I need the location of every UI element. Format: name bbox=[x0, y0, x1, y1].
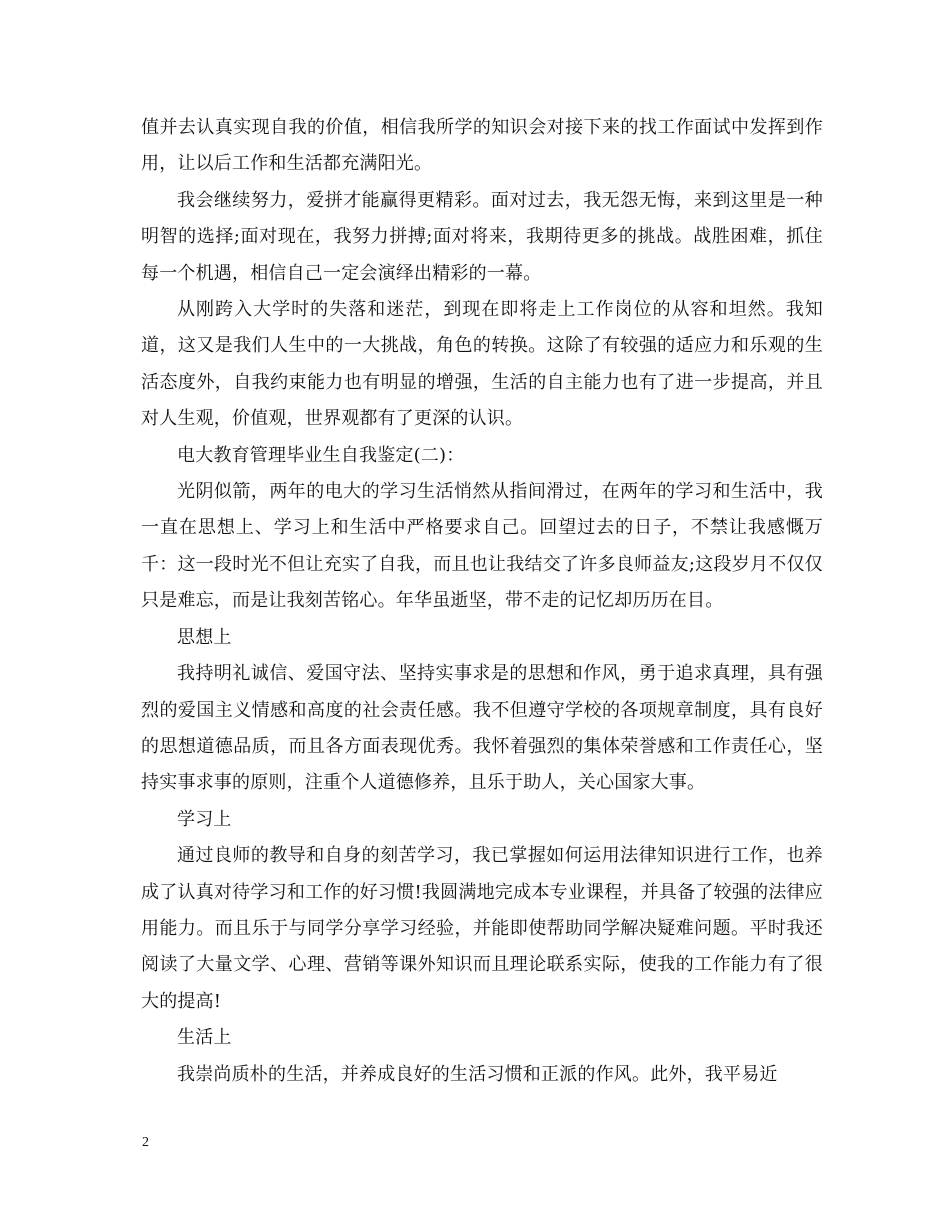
heading-study: 学习上 bbox=[177, 808, 232, 830]
page-number: 2 bbox=[142, 1135, 149, 1150]
paragraph-9: 通过良师的教导和自身的刻苦学习，我已掌握如何运用法律知识进行工作，也养成了认真对待学习和工作的好习惯!我圆满地完成本专业课程，并具备了较强的法律应用能力。而且乐于与同学分享学习经验，并能即使帮助同学解决疑难问题。平时我还阅读了大量文学、心理、营销等课外知识而且理论联系实际，使我的工作能力有了很大的提高! bbox=[141, 845, 823, 1012]
document-body bbox=[141, 110, 823, 1093]
section-title: 电大教育管理毕业生自我鉴定(二)： bbox=[177, 444, 465, 466]
paragraph-5: 光阴似箭，两年的电大的学习生活悄然从指间滑过，在两年的学习和生活中，我一直在思想上、学习上和生活中严格要求自己。回望过去的日子，不禁让我感慨万千：这一段时光不但让充实了自我，而且也让我结交了许多良师益友;这段岁月不仅仅只是难忘，而是让我刻苦铭心。年华虽逝坚，带不走的记忆却历历在目。 bbox=[141, 481, 823, 612]
paragraph-3: 从刚跨入大学时的失落和迷茫，到现在即将走上工作岗位的从容和坦然。我知道，这又是我们人生中的一大挑战，角色的转换。这除了有较强的适应力和乐观的生活态度外，自我约束能力也有明显的增强，生活的自主能力也有了进一步提高，并且对人生观，价值观，世界观都有了更深的认识。 bbox=[141, 299, 823, 430]
paragraph-7: 我持明礼诚信、爱国守法、坚持实事求是的思想和作风，勇于追求真理，具有强烈的爱国主义情感和高度的社会责任感。我不但遵守学校的各项规章制度，具有良好的思想道德品质，而且各方面表现优秀。我怀着强烈的集体荣誉感和工作责任心，坚持实事求事的原则，注重个人道德修养，且乐于助人，关心国家大事。 bbox=[141, 663, 823, 794]
heading-life: 生活上 bbox=[177, 1027, 232, 1049]
paragraph-1: 值并去认真实现自我的价值，相信我所学的知识会对接下来的找工作面试中发挥到作用，让以后工作和生活都充满阳光。 bbox=[141, 117, 823, 175]
paragraph-11: 我崇尚质朴的生活，并养成良好的生活习惯和正派的作风。此外，我平易近 bbox=[177, 1063, 778, 1085]
paragraph-2: 我会继续努力，爱拼才能赢得更精彩。面对过去，我无怨无悔，来到这里是一种明智的选择;面对现在，我努力拼搏;面对将来，我期待更多的挑战。战胜困难，抓住每一个机遇，相信自己一定会演绎出精彩的一幕。 bbox=[141, 189, 823, 284]
heading-thought: 思想上 bbox=[177, 626, 232, 648]
